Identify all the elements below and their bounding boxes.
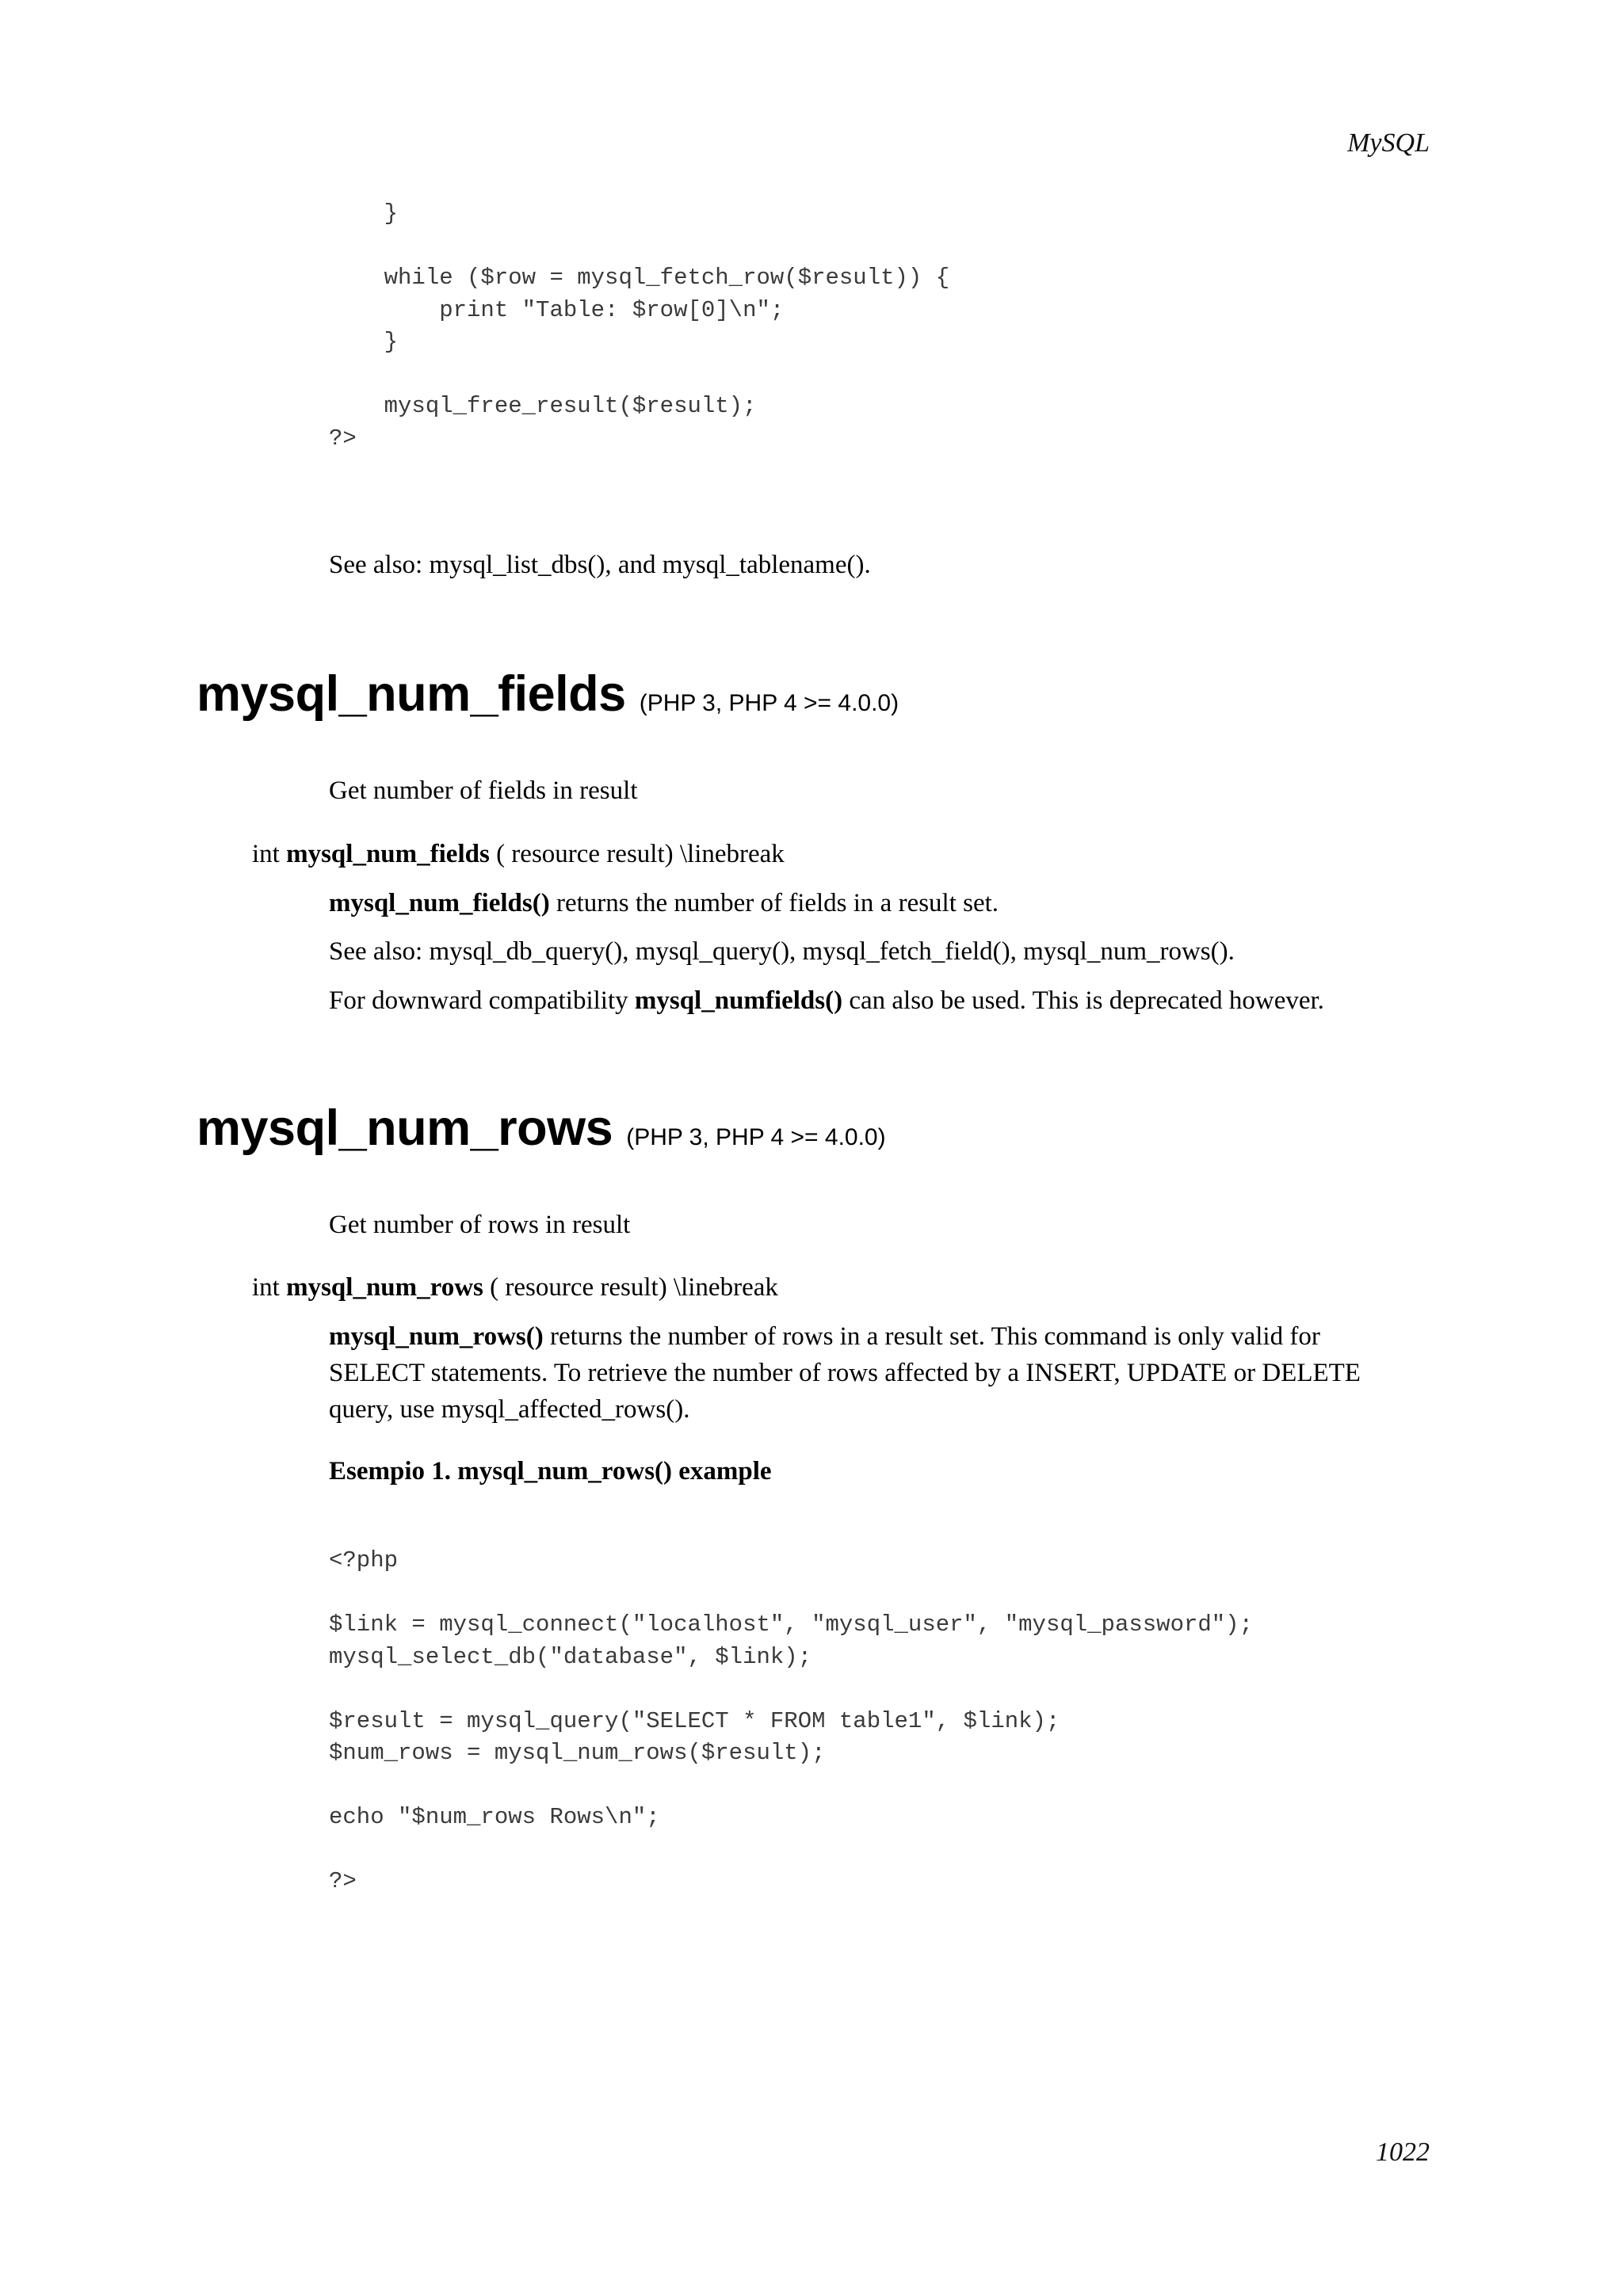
code-block-example: <?php $link = mysql_connect("localhost", "mysql_user", "mysql_password"); mysql_select_db("database", $link); $result = mysql_query("SELECT * FROM table1", $link); $num_rows = mysql_num_rows($result); echo "$num_rows Rows\n"; ?>: [329, 1547, 1253, 1894]
description-function: mysql_num_rows(): [329, 1322, 544, 1351]
page-number: 1022: [1376, 2138, 1430, 2167]
purpose-num-fields: Get number of fields in result: [329, 776, 638, 805]
synopsis-num-rows: [252, 1269, 778, 1306]
see-also-top: See also: mysql_list_dbs(), and mysql_tablename().: [329, 551, 871, 579]
see-also-num-fields: See also: mysql_db_query(), mysql_query(), mysql_fetch_field(), mysql_num_rows().: [329, 937, 1235, 966]
compat-post: can also be used. This is deprecated however.: [842, 986, 1324, 1015]
compat-note: [329, 982, 1324, 1019]
synopsis-function: mysql_num_rows: [286, 1273, 483, 1302]
example-title: Esempio 1. mysql_num_rows() example: [329, 1457, 772, 1486]
section-heading-num-rows: [197, 1100, 886, 1157]
purpose-num-rows: Get number of rows in result: [329, 1211, 631, 1239]
description-text: returns the number of rows in a result set. This command is only valid for: [543, 1322, 1320, 1351]
description-line: query, use mysql_affected_rows().: [329, 1395, 690, 1424]
description-function: mysql_num_fields(): [329, 889, 550, 917]
function-name: mysql_num_fields: [197, 666, 626, 722]
description-text: returns the number of fields in a result set.: [549, 889, 999, 917]
return-type: int: [252, 1273, 280, 1302]
synopsis-function: mysql_num_fields: [286, 840, 490, 868]
return-type: int: [252, 840, 280, 868]
description-line: [329, 1318, 1361, 1355]
function-name: mysql_num_rows: [197, 1100, 613, 1156]
running-header: MySQL: [1347, 128, 1430, 158]
code-block-top: } while ($row = mysql_fetch_row($result)) { print "Table: $row[0]\n"; } mysql_free_result($result); ?>: [329, 200, 950, 452]
compat-function: mysql_numfields(): [634, 986, 843, 1015]
compat-pre: For downward compatibility: [329, 986, 635, 1015]
synopsis-params: ( resource result) \linebreak: [490, 1273, 778, 1302]
version-note: (PHP 3, PHP 4 >= 4.0.0): [626, 1124, 886, 1150]
description-num-fields: [329, 885, 999, 921]
section-heading-num-fields: [197, 666, 899, 723]
description-line: SELECT statements. To retrieve the number of rows affected by a INSERT, UPDATE or DELETE: [329, 1359, 1361, 1387]
description-num-rows: [329, 1318, 1361, 1428]
synopsis-num-fields: [252, 836, 785, 872]
version-note: (PHP 3, PHP 4 >= 4.0.0): [639, 690, 899, 716]
synopsis-params: ( resource result) \linebreak: [496, 840, 785, 868]
